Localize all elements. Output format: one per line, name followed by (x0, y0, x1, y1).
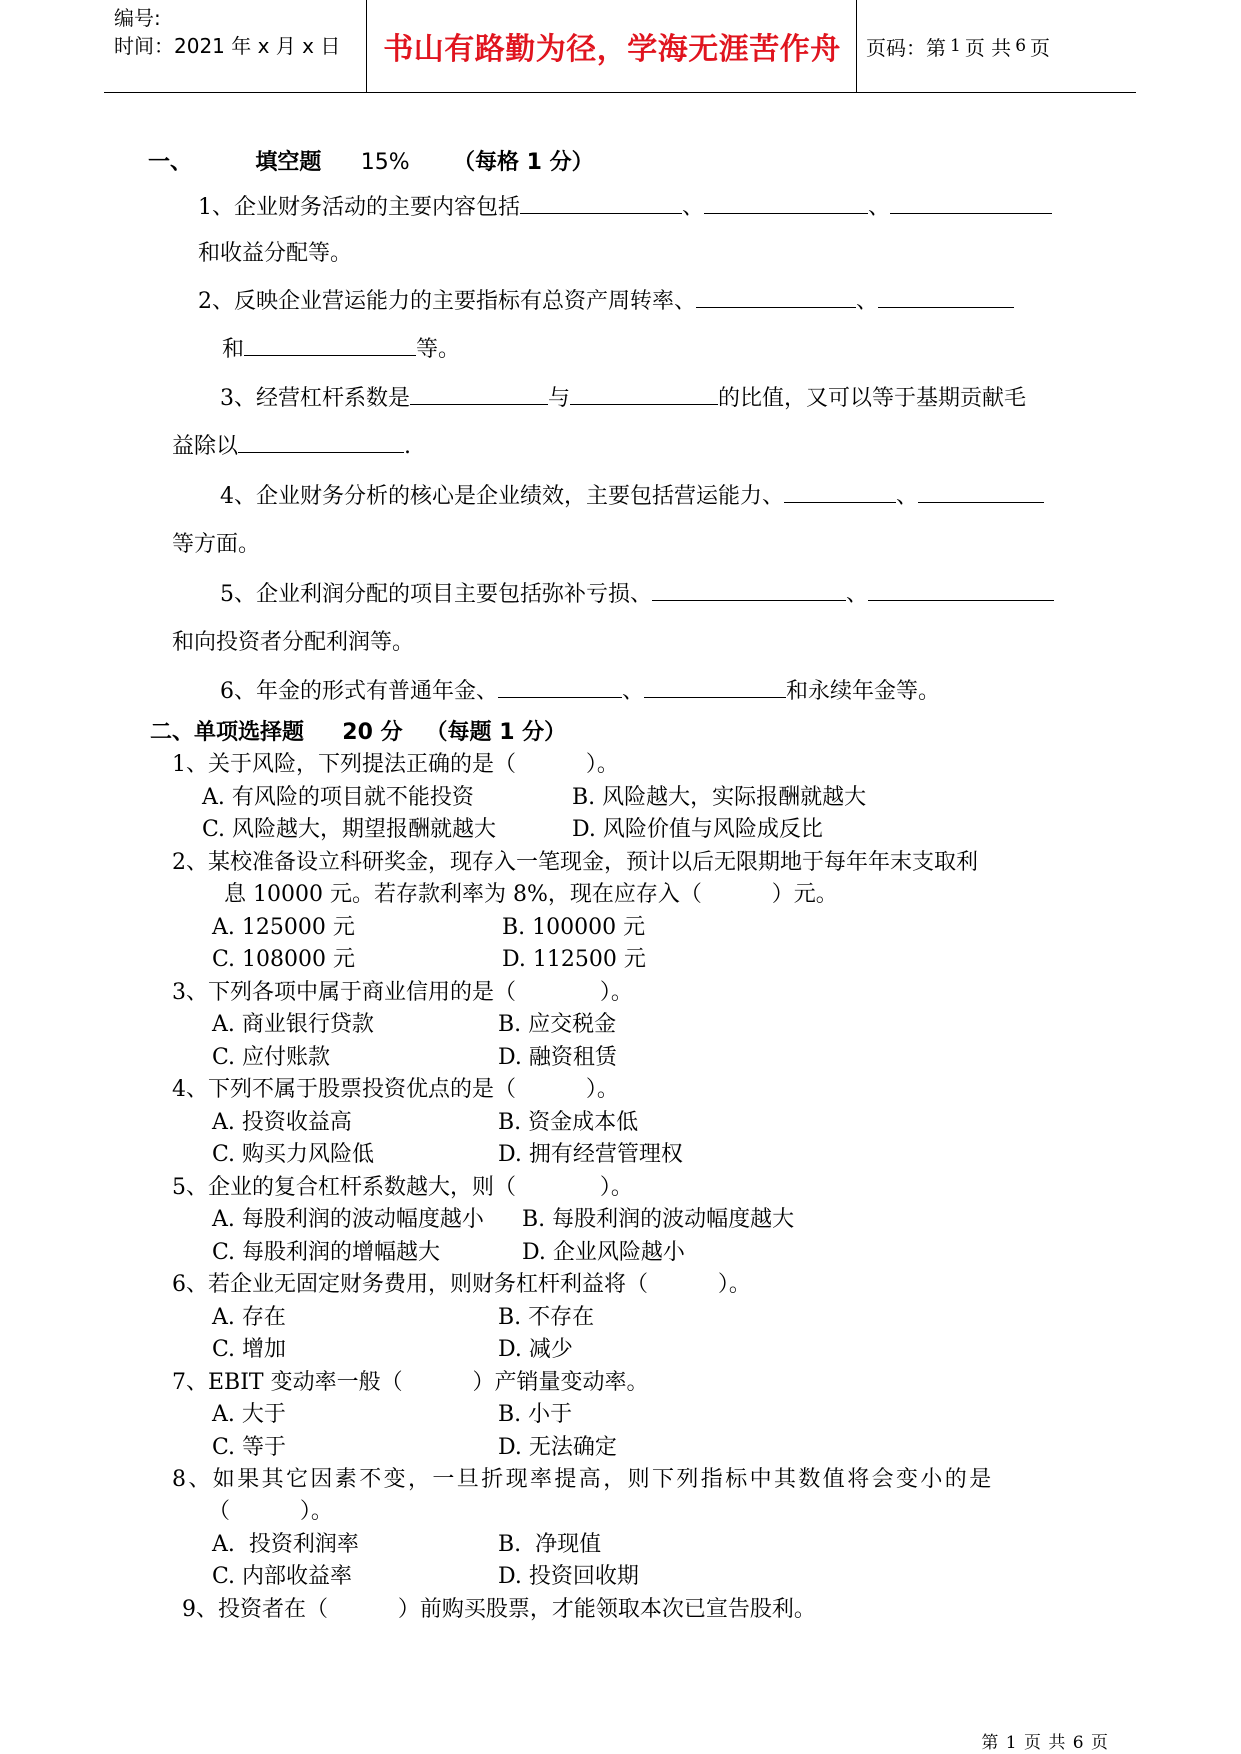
fill-question-3-cont (172, 432, 411, 462)
question-text: 1、企业财务活动的主要内容包括 (198, 195, 520, 220)
answer-blank[interactable] (498, 677, 622, 698)
separator: 、 (896, 484, 919, 509)
answer-blank[interactable] (784, 482, 896, 503)
answer-blank[interactable] (644, 677, 786, 698)
section2-heading: 二、单项选择题 20 分 （每题 1 分） (150, 720, 567, 745)
option-d[interactable]: D. 融资租赁 (498, 1045, 617, 1070)
answer-blank[interactable] (878, 287, 1014, 308)
question-text: 益除以 (172, 434, 239, 459)
section1-score: 15% (360, 150, 410, 175)
fill-question-2-cont (222, 335, 460, 365)
question-text: 和永续年金等。 (786, 679, 941, 704)
separator: 、 (682, 195, 705, 220)
option-d[interactable]: D. 风险价值与风险成反比 (572, 817, 823, 842)
option-b[interactable]: B. 100000 元 (502, 915, 646, 940)
option-d[interactable]: D. 无法确定 (498, 1435, 617, 1460)
choice-question-2: 2、某校准备设立科研奖金，现存入一笔现金，预计以后无限期地于每年年末支取利 (172, 850, 978, 875)
answer-blank[interactable] (238, 432, 404, 453)
page-total: 6 (1015, 36, 1027, 56)
answer-blank[interactable] (696, 287, 856, 308)
separator: 、 (846, 582, 869, 607)
fill-question-6 (220, 677, 940, 707)
option-a[interactable]: A. 大于 (212, 1402, 286, 1427)
answer-blank[interactable] (244, 335, 416, 356)
page-footer: 第 1 页 共 6 页 (981, 1733, 1109, 1753)
answer-blank[interactable] (652, 580, 846, 601)
page-number: 1 (950, 36, 961, 56)
section1-number: 一、 (148, 150, 193, 175)
option-d[interactable]: D. 企业风险越小 (522, 1240, 685, 1265)
section1-title: 填空题 (255, 150, 322, 175)
option-c[interactable]: C. 内部收益率 (212, 1564, 353, 1589)
question-text: 等。 (416, 337, 461, 362)
separator: 、 (856, 289, 879, 314)
answer-blank[interactable] (704, 193, 868, 214)
option-a[interactable]: A. 每股利润的波动幅度越小 (212, 1207, 484, 1232)
fill-question-5 (220, 580, 1054, 610)
option-b[interactable]: B. 每股利润的波动幅度越大 (522, 1207, 795, 1232)
question-text: 4、企业财务分析的核心是企业绩效，主要包括营运能力、 (220, 484, 784, 509)
separator: 、 (868, 195, 891, 220)
option-c[interactable]: C. 108000 元 (212, 947, 356, 972)
question-text: 6、年金的形式有普通年金、 (220, 679, 498, 704)
option-c[interactable]: C. 增加 (212, 1337, 287, 1362)
fill-question-5-cont: 和向投资者分配利润等。 (172, 630, 415, 655)
answer-blank[interactable] (868, 580, 1054, 601)
option-a[interactable]: A. 125000 元 (212, 915, 355, 940)
choice-question-9: 9、投资者在（ ）前购买股票，才能领取本次已宣告股利。 (182, 1597, 816, 1622)
header-divider (366, 0, 367, 92)
header-page-info (866, 0, 1050, 92)
option-c[interactable]: C. 购买力风险低 (212, 1142, 375, 1167)
header-divider (856, 0, 857, 92)
option-b[interactable]: B. 净现值 (498, 1532, 602, 1557)
option-b[interactable]: B. 资金成本低 (498, 1110, 639, 1135)
option-a[interactable]: A. 商业银行贷款 (212, 1012, 374, 1037)
question-text: 的比值，又可以等于基期贡献毛 (718, 386, 1027, 411)
choice-question-3: 3、下列各项中属于商业信用的是（ ）。 (172, 980, 633, 1005)
fill-question-3 (220, 384, 1026, 414)
section1-note: （每格 1 分） (452, 150, 594, 175)
option-d[interactable]: D. 减少 (498, 1337, 573, 1362)
section1-heading (148, 148, 594, 178)
option-b[interactable]: B. 小于 (498, 1402, 573, 1427)
choice-question-8: 8、如果其它因素不变，一旦折现率提高，则下列指标中其数值将会变小的是 (172, 1467, 994, 1492)
option-a[interactable]: A. 存在 (212, 1305, 286, 1330)
option-c[interactable]: C. 等于 (212, 1435, 287, 1460)
answer-blank[interactable] (570, 384, 718, 405)
answer-blank[interactable] (410, 384, 548, 405)
choice-question-7: 7、EBIT 变动率一般（ ）产销量变动率。 (172, 1370, 649, 1395)
choice-question-5: 5、企业的复合杠杆系数越大，则（ ）。 (172, 1175, 633, 1200)
choice-question-6: 6、若企业无固定财务费用，则财务杠杆利益将（ ）。 (172, 1272, 751, 1297)
answer-blank[interactable] (890, 193, 1052, 214)
option-b[interactable]: B. 风险越大，实际报酬就越大 (572, 785, 867, 810)
choice-question-8-cont: （ ）。 (208, 1499, 333, 1524)
choice-question-1: 1、关于风险，下列提法正确的是（ ）。 (172, 752, 619, 777)
option-d[interactable]: D. 112500 元 (502, 947, 646, 972)
question-text: 5、企业利润分配的项目主要包括弥补亏损、 (220, 582, 652, 607)
fill-question-4 (220, 482, 1044, 512)
choice-question-2-cont: 息 10000 元。若存款利率为 8%，现在应存入（ ）元。 (224, 882, 838, 907)
time-label: 时间：2021 年 x 月 x 日 (114, 34, 341, 58)
option-a[interactable]: A. 有风险的项目就不能投资 (202, 785, 474, 810)
answer-blank[interactable] (520, 193, 682, 214)
question-text: 2、反映企业营运能力的主要指标有总资产周转率、 (198, 289, 696, 314)
question-text: 3、经营杠杆系数是 (220, 386, 410, 411)
page-suffix: 页 (1030, 35, 1051, 60)
option-b[interactable]: B. 不存在 (498, 1305, 595, 1330)
option-a[interactable]: A. 投资利润率 (212, 1532, 359, 1557)
header-meta (114, 4, 370, 60)
option-b[interactable]: B. 应交税金 (498, 1012, 617, 1037)
answer-blank[interactable] (918, 482, 1044, 503)
page-header (104, 0, 1136, 93)
option-c[interactable]: C. 风险越大，期望报酬就越大 (202, 817, 497, 842)
fill-question-1 (198, 193, 1052, 223)
serial-label: 编号: (114, 6, 161, 30)
header-motto: 书山有路勤为径，学海无涯苦作舟 (383, 32, 841, 67)
period: . (404, 434, 412, 459)
option-d[interactable]: D. 投资回收期 (498, 1564, 639, 1589)
page-mid: 页 共 (964, 35, 1012, 60)
fill-question-1-cont: 和收益分配等。 (198, 241, 353, 266)
question-text: 和 (222, 337, 245, 362)
question-text: 与 (548, 386, 571, 411)
option-c[interactable]: C. 应付账款 (212, 1045, 331, 1070)
separator: 、 (622, 679, 645, 704)
fill-question-2 (198, 287, 1014, 317)
page-prefix: 页码：第 (866, 35, 946, 60)
fill-question-4-cont: 等方面。 (172, 532, 261, 557)
option-d[interactable]: D. 拥有经营管理权 (498, 1142, 683, 1167)
option-a[interactable]: A. 投资收益高 (212, 1110, 352, 1135)
option-c[interactable]: C. 每股利润的增幅越大 (212, 1240, 441, 1265)
choice-question-4: 4、下列不属于股票投资优点的是（ ）。 (172, 1077, 619, 1102)
